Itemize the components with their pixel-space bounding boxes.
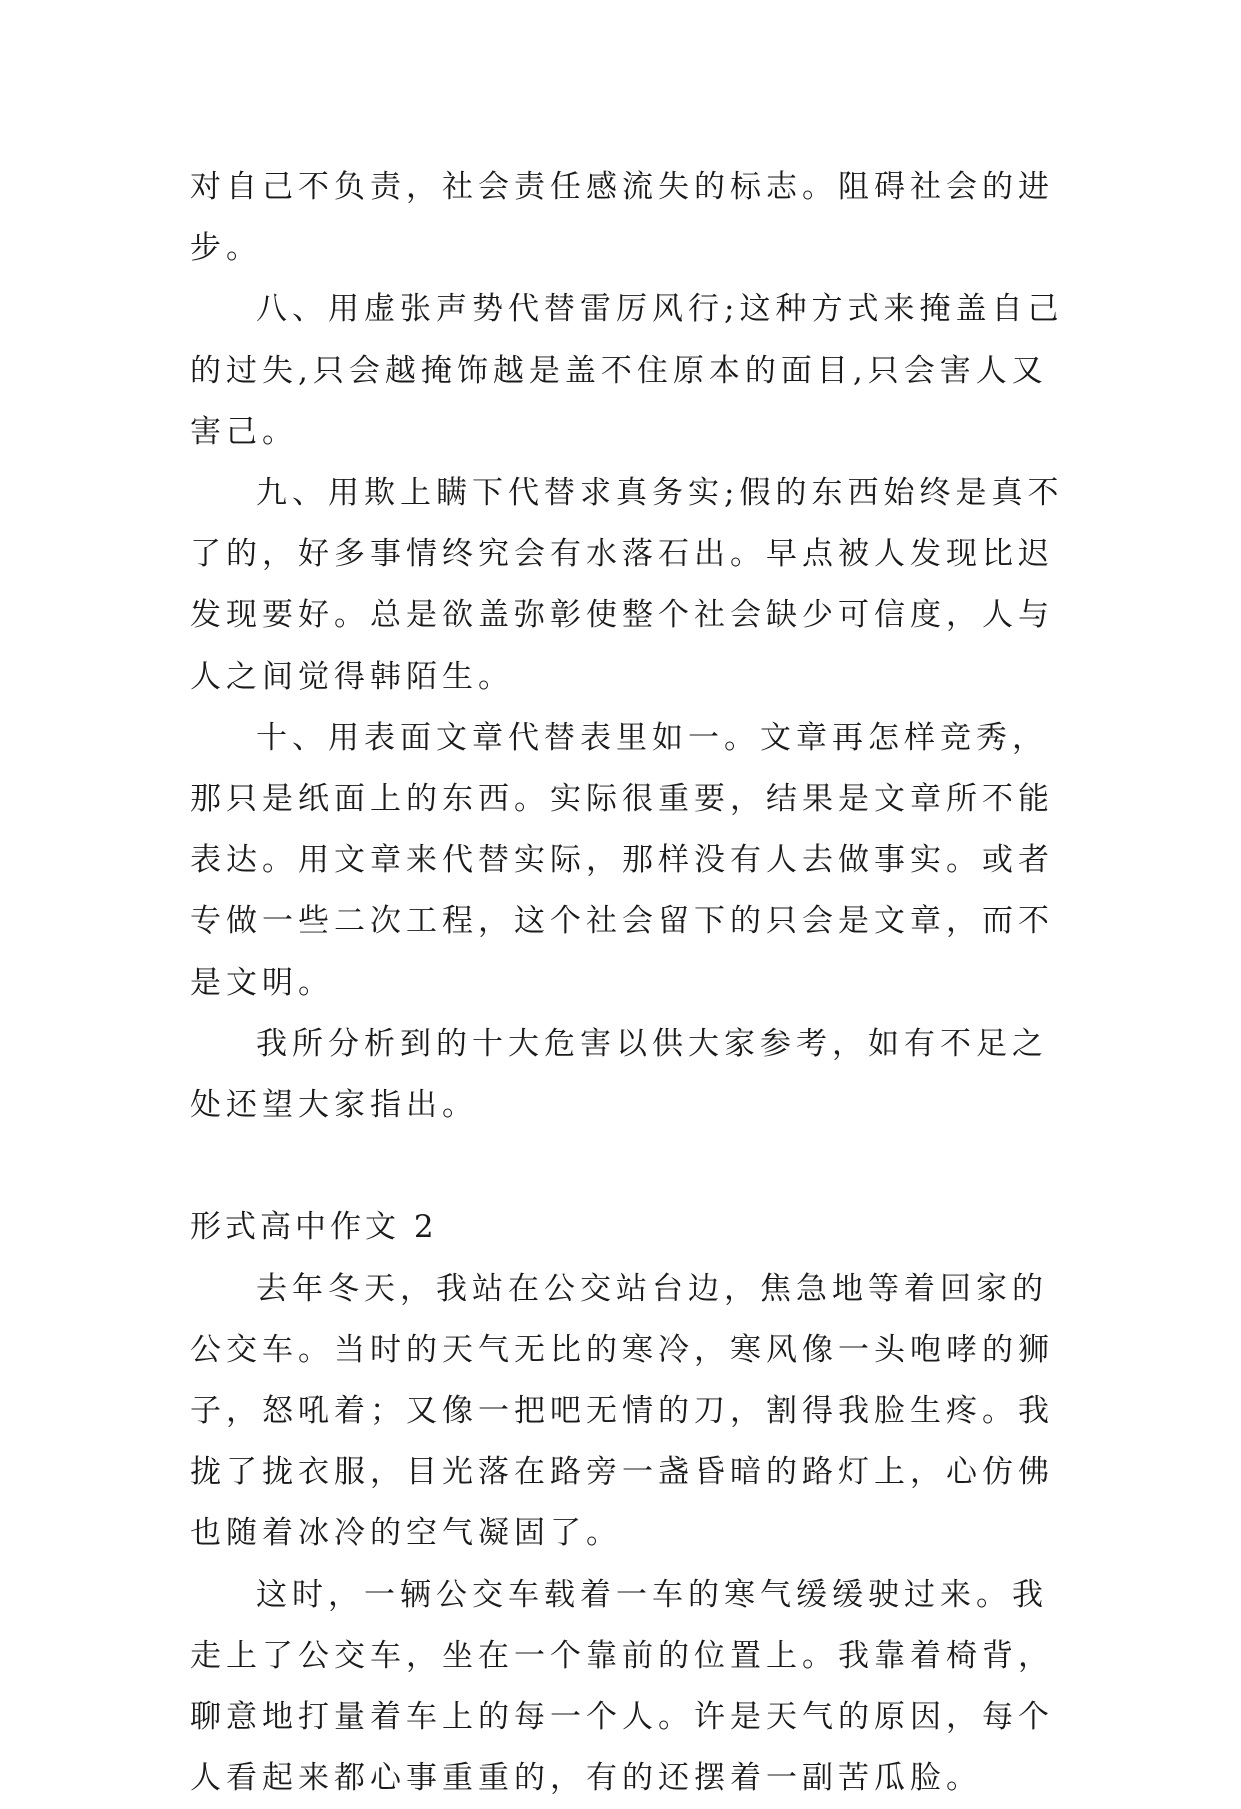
section-gap — [190, 1136, 1080, 1197]
paragraph-story-1: 去年冬天，我站在公交站台边，焦急地等着回家的公交车。当时的天气无比的寒冷，寒风像一头咆哮的狮子，怒吼着；又像一把吧无情的刀，割得我脸生疼。我拢了拢衣服，目光落在路旁一盏昏暗的路灯上，心仿佛也随着冰冷的空气凝固了。 — [190, 1270, 1054, 1552]
paragraph-story-2: 这时，一辆公交车载着一车的寒气缓缓驶过来。我走上了公交车，坐在一个靠前的位置上。我靠着椅背，聊意地打量着车上的每一个人。许是天气的原因，每个人看起来都心事重重的，有的还摆着一副苦瓜脸。 — [190, 1576, 1054, 1797]
section-title: 形式高中作文 2 — [190, 1209, 438, 1246]
document-body — [190, 157, 1080, 1809]
paragraph-item-9: 九、用欺上瞒下代替求真务实;假的东西始终是真不了的，好多事情终究会有水落石出。早点被人发现比迟发现要好。总是欲盖弥彰使整个社会缺少可信度，人与人之间觉得韩陌生。 — [190, 475, 1064, 695]
paragraph-item-8: 八、用虚张声势代替雷厉风行;这种方式来掩盖自己的过失,只会越掩饰越是盖不住原本的面目,只会害人又害己。 — [190, 291, 1064, 450]
paragraph-item-10: 十、用表面文章代替表里如一。文章再怎样竞秀，那只是纸面上的东西。实际很重要，结果是文章所不能表达。用文章来代替实际，那样没有人去做事实。或者专做一些二次工程，这个社会留下的只会是文章，而不是文明。 — [190, 719, 1054, 1001]
paragraph-conclusion: 我所分析到的十大危害以供大家参考，如有不足之处还望大家指出。 — [190, 1025, 1048, 1124]
paragraph-continuation: 对自己不负责，社会责任感流失的标志。阻碍社会的进步。 — [190, 169, 1054, 267]
